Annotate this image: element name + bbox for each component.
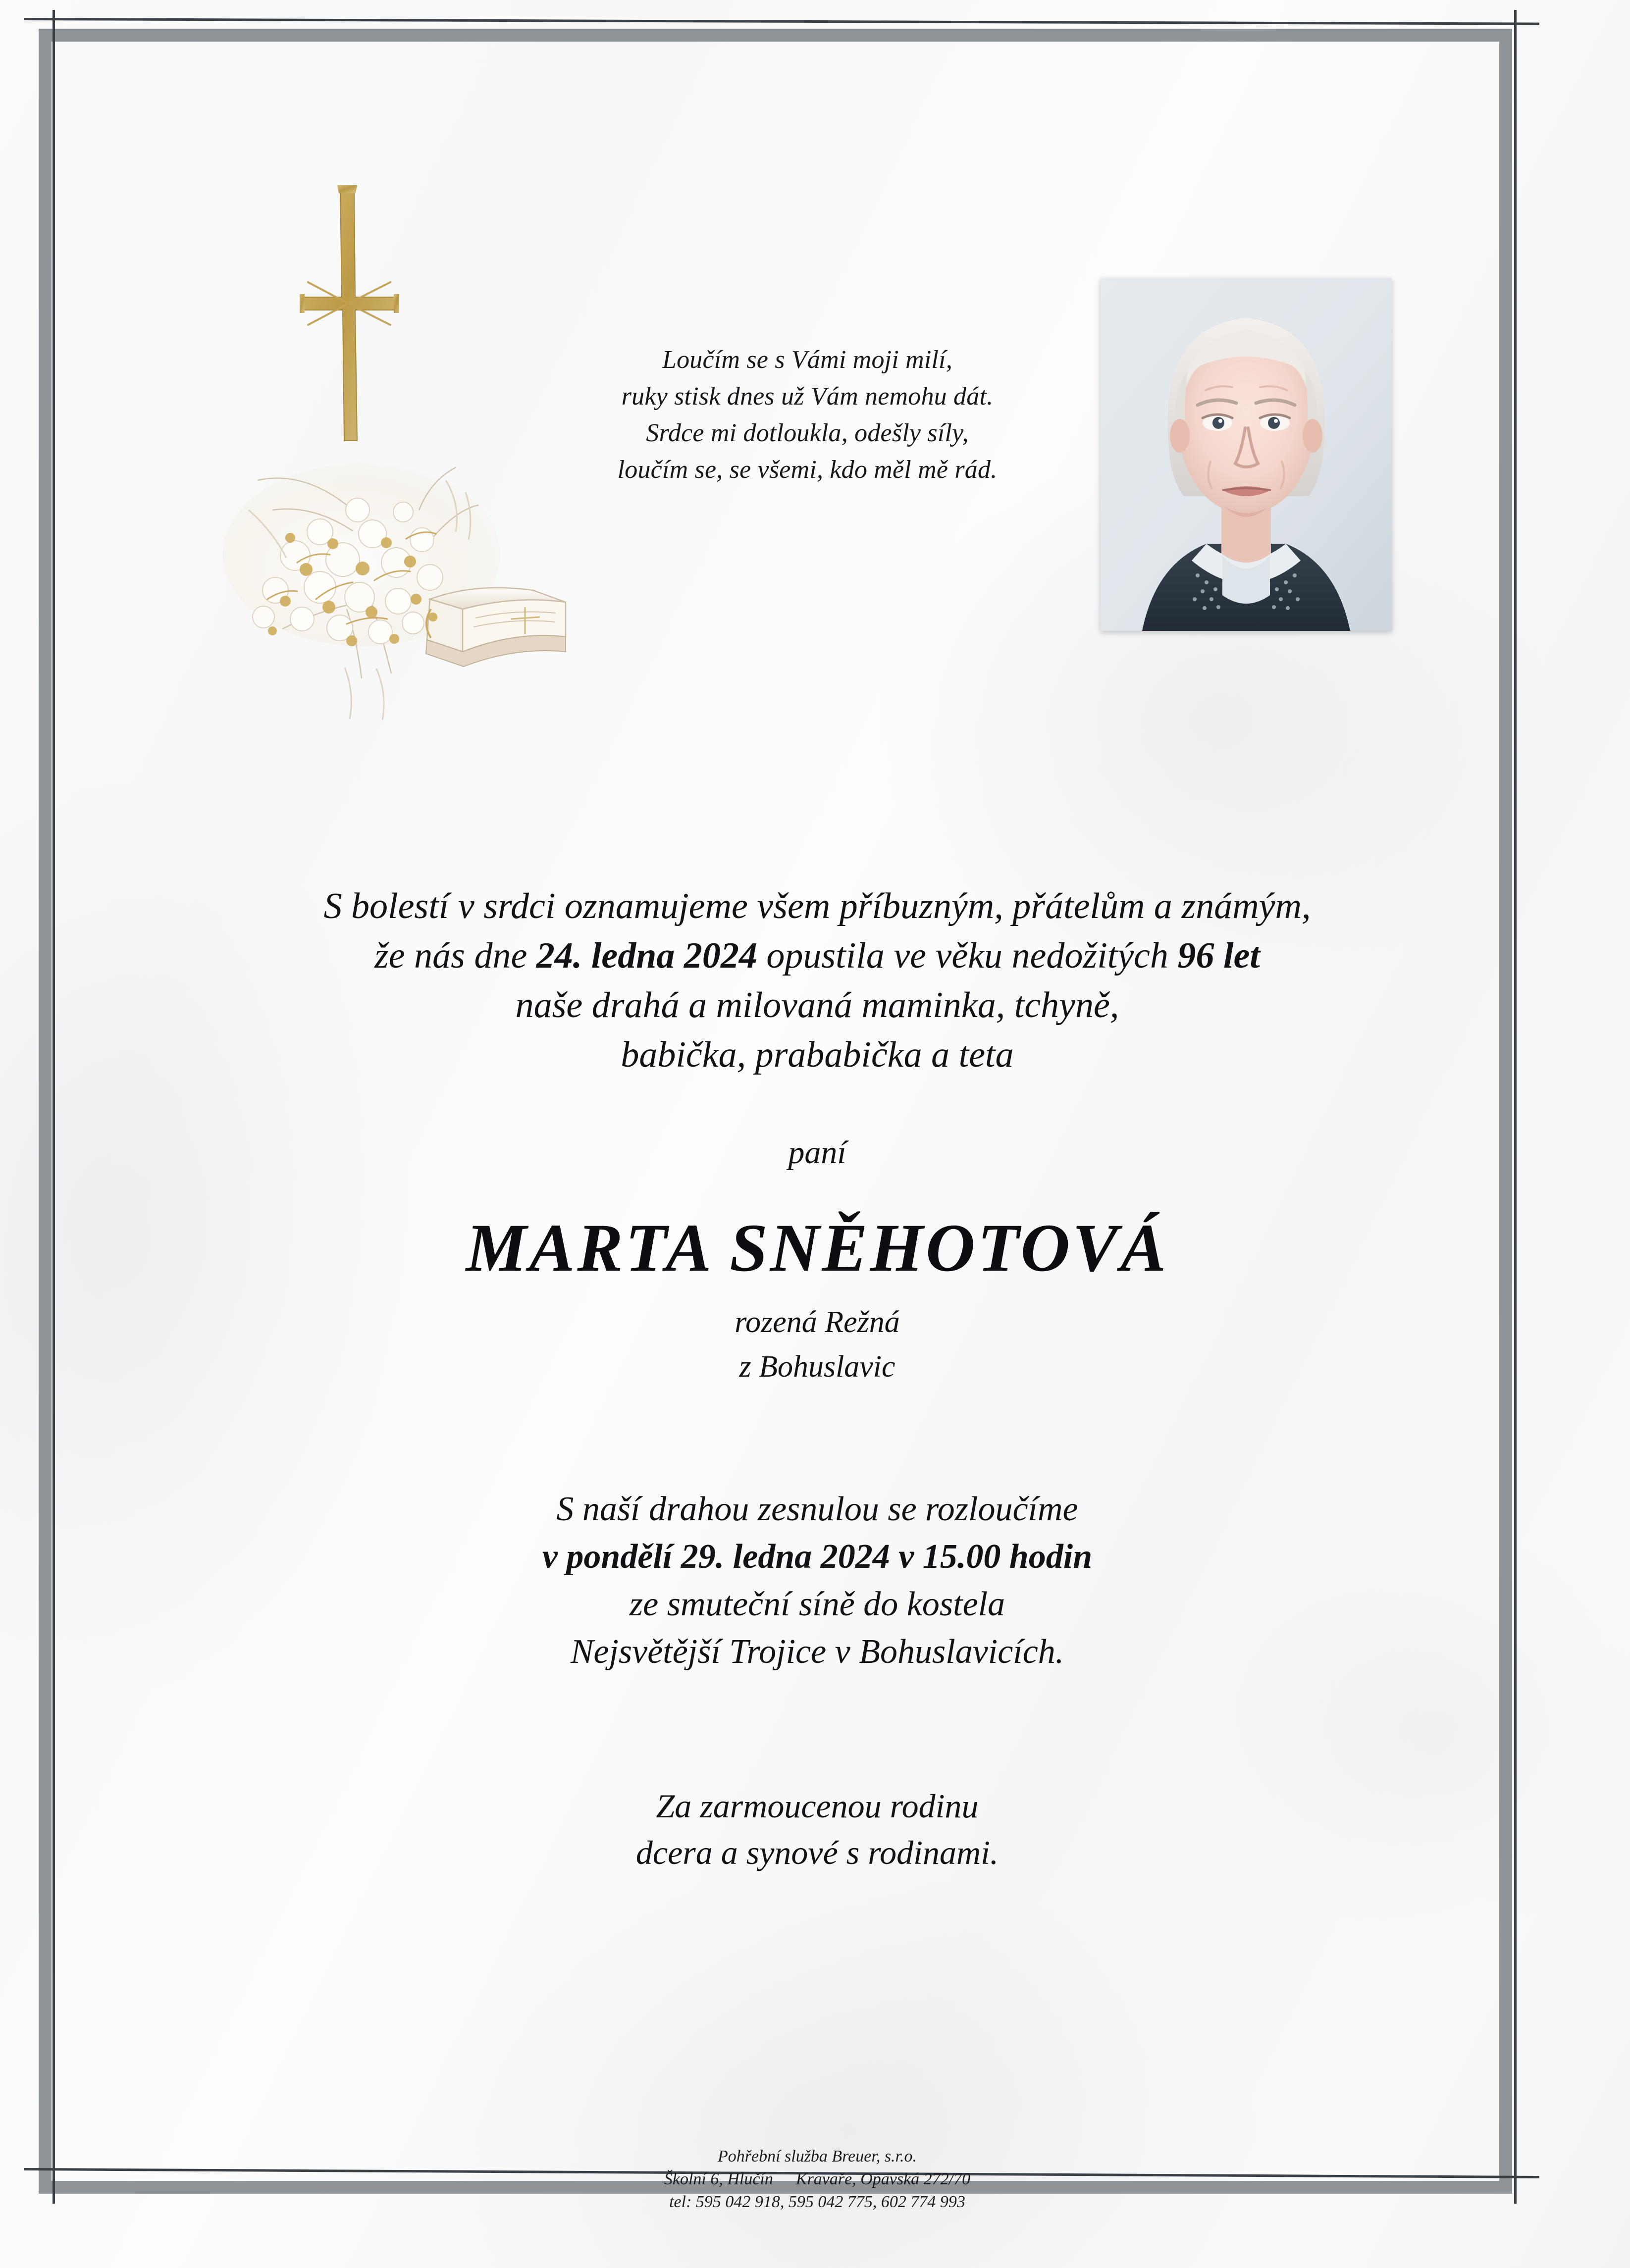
cross-icon — [300, 185, 399, 441]
announcement-line-2 — [149, 931, 1486, 980]
ceremony-line-3: ze smuteční síně do kostela — [629, 1585, 1005, 1623]
age-at-death: 96 let — [1177, 935, 1260, 976]
poem-line-1: Loučím se s Vámi moji milí, — [662, 346, 953, 374]
poem-line-2: ruky stisk dnes už Vám nemohu dát. — [621, 382, 994, 411]
portrait-photo — [1101, 278, 1392, 631]
announcement-line-1: S bolestí v srdci oznamujeme všem příbuzným, přátelům a známým, — [323, 886, 1311, 927]
open-bible-icon — [426, 588, 566, 667]
announcement-line-3: naše drahá a milovaná maminka, tchyně, — [515, 985, 1119, 1026]
ceremony-datetime — [149, 1533, 1486, 1581]
ceremony-datetime-text: v pondělí 29. ledna 2024 v 15.00 hodin — [542, 1538, 1093, 1576]
footer — [149, 2145, 1486, 2214]
announcement-line-2-prefix: že nás dne — [374, 935, 536, 976]
announcement-line-2-middle: opustila ve věku nedožitých — [757, 935, 1178, 976]
origin-place: z Bohuslavic — [739, 1350, 895, 1384]
ceremony-line-4: Nejsvětější Trojice v Bohuslavicích. — [570, 1633, 1064, 1671]
family-line-2: dcera a synové s rodinami. — [635, 1834, 999, 1871]
maiden-name: rozená Režná — [735, 1305, 900, 1339]
poem-line-4: loučím se, se všemi, kdo měl mě rád. — [617, 456, 998, 484]
funeral-service-address — [149, 2168, 1486, 2191]
ceremony-details — [149, 1486, 1486, 1676]
funeral-service-company: Pohřební služba Breuer, s.r.o. — [717, 2147, 917, 2165]
salutation: paní — [788, 1134, 846, 1171]
funeral-service-phones: tel: 595 042 918, 595 042 775, 602 774 993 — [669, 2193, 965, 2211]
memorial-poem — [545, 342, 1070, 488]
address-line-kravare: Kravaře, Opavská 272/70 — [795, 2170, 971, 2188]
announcement-text — [149, 881, 1486, 1080]
poem-line-3: Srdce mi dotloukla, odešly síly, — [646, 419, 969, 447]
cross-flowers-bible-icon — [198, 163, 575, 748]
ceremony-line-1: S naší drahou zesnulou se rozloučíme — [556, 1490, 1078, 1528]
deceased-name: MARTA SNĚHOTOVÁ — [466, 1210, 1169, 1286]
announcement-line-4: babička, prababička a teta — [621, 1034, 1014, 1075]
death-date: 24. ledna 2024 — [536, 935, 757, 976]
family-line-1: Za zarmoucenou rodinu — [656, 1787, 979, 1825]
address-line-hlucin: Školní 6, Hlučín — [664, 2170, 773, 2188]
family-signature — [149, 1783, 1486, 1876]
